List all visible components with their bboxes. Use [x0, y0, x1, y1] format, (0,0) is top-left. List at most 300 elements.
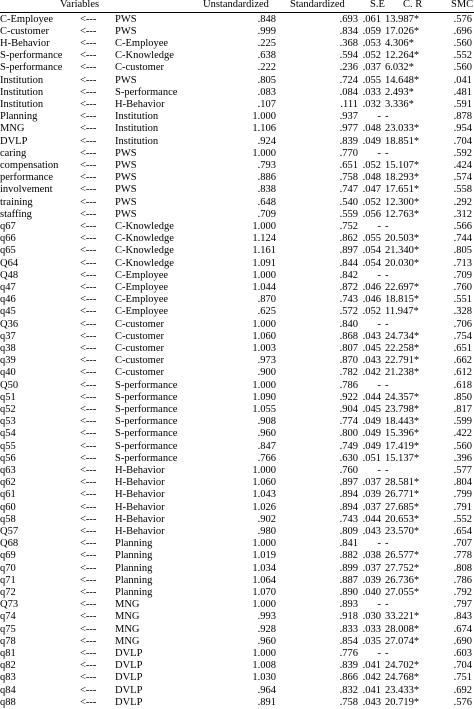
- cell-cr: 22.258*: [385, 342, 420, 354]
- cell-variable: Institution: [0, 86, 44, 98]
- cell-arrow: <---: [80, 391, 97, 403]
- cell-smc: .797: [453, 599, 472, 611]
- cell-se: .052: [362, 306, 381, 318]
- cell-se: .054: [362, 257, 381, 269]
- cell-cr: 27.055*: [385, 586, 420, 598]
- table-row: [0, 404, 474, 416]
- cell-unstandardized: 1.000: [252, 220, 276, 232]
- table-row: [0, 575, 474, 587]
- cell-cr: 17.419*: [385, 440, 420, 452]
- cell-arrow: <---: [80, 623, 97, 635]
- cell-standardized: .922: [339, 391, 358, 403]
- cell-target: DVLP: [115, 647, 143, 659]
- cell-variable: q82: [0, 660, 16, 672]
- cell-target: PWS: [115, 159, 137, 171]
- cell-arrow: <---: [80, 269, 97, 281]
- cell-variable: q83: [0, 672, 16, 684]
- cell-target: MNG: [115, 635, 140, 647]
- cell-se: .043: [362, 525, 381, 537]
- cell-arrow: <---: [80, 672, 97, 684]
- cell-smc: .612: [453, 367, 472, 379]
- cell-smc: .560: [453, 440, 472, 452]
- cell-unstandardized: .225: [257, 37, 276, 49]
- cell-smc: .618: [453, 379, 472, 391]
- cell-variable: q84: [0, 684, 16, 696]
- cell-variable: Institution: [0, 98, 44, 110]
- cell-smc: .690: [453, 635, 472, 647]
- cell-smc: .654: [453, 525, 472, 537]
- cell-smc: .558: [453, 184, 472, 196]
- cell-unstandardized: 1.003: [252, 342, 276, 354]
- cell-unstandardized: .900: [257, 367, 276, 379]
- table-row: [0, 319, 474, 331]
- cell-cr: 23.033*: [385, 123, 420, 135]
- table-row: [0, 367, 474, 379]
- cell-target: PWS: [115, 74, 137, 86]
- cell-standardized: .834: [339, 25, 358, 37]
- cell-arrow: <---: [80, 355, 97, 367]
- cell-cr: 26.736*: [385, 574, 420, 586]
- cell-standardized: .559: [339, 208, 358, 220]
- cell-cr: 14.648*: [385, 74, 420, 86]
- cell-se: .049: [362, 428, 381, 440]
- cell-se: .049: [362, 135, 381, 147]
- cell-target: C-Knowledge: [115, 220, 174, 232]
- cell-variable: q45: [0, 306, 16, 318]
- cell-arrow: <---: [80, 428, 97, 440]
- cell-unstandardized: .886: [257, 172, 276, 184]
- cell-se: .037: [362, 477, 381, 489]
- cell-smc: .850: [453, 391, 472, 403]
- cell-arrow: <---: [80, 440, 97, 452]
- table-row: [0, 331, 474, 343]
- cell-se: -: [377, 379, 381, 391]
- cell-variable: caring: [0, 147, 27, 159]
- cell-smc: .817: [453, 403, 472, 415]
- table-row: [0, 477, 474, 489]
- cell-unstandardized: .870: [257, 294, 276, 306]
- cell-smc: .804: [453, 477, 472, 489]
- cell-unstandardized: .960: [257, 428, 276, 440]
- cell-unstandardized: .993: [257, 611, 276, 623]
- cell-arrow: <---: [80, 86, 97, 98]
- table-row: [0, 38, 474, 50]
- cell-target: C-customer: [115, 367, 164, 379]
- cell-smc: .576: [453, 13, 472, 25]
- cell-variable: q38: [0, 342, 16, 354]
- cell-arrow: <---: [80, 159, 97, 171]
- cell-arrow: <---: [80, 599, 97, 611]
- cell-unstandardized: 1.000: [252, 147, 276, 159]
- cell-cr: 4.306*: [385, 37, 414, 49]
- cell-target: PWS: [115, 208, 137, 220]
- cell-cr: 6.032*: [385, 62, 414, 74]
- cell-smc: .651: [453, 342, 472, 354]
- cell-arrow: <---: [80, 525, 97, 537]
- cell-standardized: .839: [339, 660, 358, 672]
- cell-smc: .792: [453, 586, 472, 598]
- cell-arrow: <---: [80, 611, 97, 623]
- cell-standardized: .870: [339, 355, 358, 367]
- table-row: [0, 453, 474, 465]
- cell-arrow: <---: [80, 538, 97, 550]
- cell-variable: staffing: [0, 208, 32, 220]
- cell-standardized: .841: [339, 538, 358, 550]
- cell-unstandardized: 1.000: [252, 111, 276, 123]
- header-smc: SMC: [451, 0, 474, 10]
- cell-cr: -: [385, 379, 389, 391]
- cell-arrow: <---: [80, 37, 97, 49]
- table-row: [0, 99, 474, 111]
- cell-standardized: .897: [339, 477, 358, 489]
- cell-variable: S-performance: [0, 50, 63, 62]
- table-row: [0, 489, 474, 501]
- cell-se: .037: [362, 62, 381, 74]
- cell-target: PWS: [115, 13, 137, 25]
- cell-unstandardized: .222: [257, 62, 276, 74]
- cell-smc: .422: [453, 428, 472, 440]
- cell-target: S-performance: [115, 452, 178, 464]
- cell-target: C-Knowledge: [115, 245, 174, 257]
- cell-unstandardized: .891: [257, 696, 276, 708]
- cell-variable: q56: [0, 452, 16, 464]
- cell-unstandardized: .625: [257, 306, 276, 318]
- cell-unstandardized: .648: [257, 196, 276, 208]
- cell-cr: 13.987*: [385, 13, 420, 25]
- table-row: [0, 624, 474, 636]
- cell-cr: 21.238*: [385, 367, 420, 379]
- cell-target: MNG: [115, 611, 140, 623]
- cell-standardized: .844: [339, 257, 358, 269]
- table-row: [0, 282, 474, 294]
- cell-se: .043: [362, 355, 381, 367]
- cell-se: .052: [362, 196, 381, 208]
- table-row: [0, 428, 474, 440]
- cell-variable: performance: [0, 172, 54, 184]
- cell-standardized: .743: [339, 294, 358, 306]
- cell-unstandardized: .928: [257, 623, 276, 635]
- cell-unstandardized: .999: [257, 25, 276, 37]
- table-row: [0, 172, 474, 184]
- cell-arrow: <---: [80, 135, 97, 147]
- cell-target: C-customer: [115, 62, 164, 74]
- cell-cr: 23.570*: [385, 525, 420, 537]
- cell-variable: q81: [0, 647, 16, 659]
- cell-cr: -: [385, 147, 389, 159]
- cell-target: PWS: [115, 25, 137, 37]
- cell-arrow: <---: [80, 233, 97, 245]
- cell-smc: .808: [453, 562, 472, 574]
- cell-unstandardized: 1.026: [252, 501, 276, 513]
- cell-smc: .424: [453, 159, 472, 171]
- cell-standardized: .887: [339, 574, 358, 586]
- cell-arrow: <---: [80, 147, 97, 159]
- cell-standardized: .882: [339, 550, 358, 562]
- cell-variable: q70: [0, 562, 16, 574]
- cell-variable: Q64: [0, 257, 19, 269]
- cell-cr: -: [385, 464, 389, 476]
- cell-arrow: <---: [80, 98, 97, 110]
- cell-unstandardized: .107: [257, 98, 276, 110]
- cell-unstandardized: .709: [257, 208, 276, 220]
- cell-smc: .566: [453, 220, 472, 232]
- cell-arrow: <---: [80, 184, 97, 196]
- cell-smc: .713: [453, 257, 472, 269]
- cell-arrow: <---: [80, 635, 97, 647]
- cell-unstandardized: 1.000: [252, 464, 276, 476]
- cell-target: S-performance: [115, 416, 178, 428]
- table-row: [0, 26, 474, 38]
- cell-arrow: <---: [80, 281, 97, 293]
- table-row: [0, 392, 474, 404]
- cell-smc: .328: [453, 306, 472, 318]
- cell-standardized: .833: [339, 623, 358, 635]
- cell-target: Planning: [115, 550, 153, 562]
- cell-se: .043: [362, 696, 381, 708]
- cell-smc: .709: [453, 269, 472, 281]
- cell-target: C-customer: [115, 355, 164, 367]
- cell-standardized: .630: [339, 452, 358, 464]
- cell-unstandardized: 1.064: [252, 574, 276, 586]
- cell-cr: 12.264*: [385, 50, 420, 62]
- cell-se: .041: [362, 660, 381, 672]
- cell-target: C-Knowledge: [115, 233, 174, 245]
- cell-smc: .706: [453, 318, 472, 330]
- cell-variable: q39: [0, 355, 16, 367]
- cell-arrow: <---: [80, 684, 97, 696]
- cell-target: DVLP: [115, 684, 143, 696]
- cell-target: DVLP: [115, 696, 143, 708]
- cell-standardized: .693: [339, 13, 358, 25]
- cell-variable: q69: [0, 550, 16, 562]
- table-row: [0, 563, 474, 575]
- table-row: [0, 270, 474, 282]
- cell-se: -: [377, 599, 381, 611]
- cell-se: -: [377, 269, 381, 281]
- cell-standardized: .111: [340, 98, 358, 110]
- cell-unstandardized: 1.055: [252, 403, 276, 415]
- cell-arrow: <---: [80, 111, 97, 123]
- cell-standardized: .758: [339, 696, 358, 708]
- cell-cr: 18.851*: [385, 135, 420, 147]
- cell-unstandardized: 1.000: [252, 269, 276, 281]
- cell-se: .055: [362, 74, 381, 86]
- cell-smc: .704: [453, 660, 472, 672]
- cell-cr: -: [385, 220, 389, 232]
- cell-variable: Q48: [0, 269, 19, 281]
- cell-standardized: .782: [339, 367, 358, 379]
- cell-se: .032: [362, 98, 381, 110]
- cell-target: Institution: [115, 123, 159, 135]
- cell-unstandardized: 1.030: [252, 672, 276, 684]
- cell-se: .038: [362, 550, 381, 562]
- cell-cr: 17.026*: [385, 25, 420, 37]
- cell-target: C-customer: [115, 318, 164, 330]
- cell-unstandardized: .902: [257, 513, 276, 525]
- cell-arrow: <---: [80, 294, 97, 306]
- table-row: [0, 197, 474, 209]
- cell-standardized: .842: [339, 269, 358, 281]
- cell-unstandardized: .805: [257, 74, 276, 86]
- cell-target: PWS: [115, 172, 137, 184]
- cell-smc: .592: [453, 147, 472, 159]
- cell-cr: 2.493*: [385, 86, 414, 98]
- cell-target: C-Employee: [115, 306, 169, 318]
- cell-target: C-customer: [115, 342, 164, 354]
- cell-arrow: <---: [80, 501, 97, 513]
- cell-smc: .707: [453, 538, 472, 550]
- cell-cr: 15.137*: [385, 452, 420, 464]
- cell-unstandardized: 1.060: [252, 330, 276, 342]
- cell-variable: S-performance: [0, 62, 63, 74]
- table-row: [0, 380, 474, 392]
- cell-smc: .599: [453, 416, 472, 428]
- cell-cr: 18.293*: [385, 172, 420, 184]
- cell-standardized: .724: [339, 74, 358, 86]
- cell-cr: -: [385, 599, 389, 611]
- cell-unstandardized: 1.090: [252, 391, 276, 403]
- cell-cr: 28.581*: [385, 477, 420, 489]
- cell-arrow: <---: [80, 696, 97, 708]
- cell-target: C-Employee: [115, 281, 169, 293]
- cell-variable: q60: [0, 501, 16, 513]
- cell-smc: .878: [453, 111, 472, 123]
- cell-standardized: .236: [339, 62, 358, 74]
- cell-unstandardized: 1.034: [252, 562, 276, 574]
- cell-cr: 26.771*: [385, 489, 420, 501]
- cell-unstandardized: 1.070: [252, 586, 276, 598]
- table-row: [0, 465, 474, 477]
- cell-smc: .041: [453, 74, 472, 86]
- cell-se: .037: [362, 501, 381, 513]
- cell-target: C-customer: [115, 330, 164, 342]
- header-cr: C. R: [403, 0, 423, 10]
- cell-smc: .954: [453, 123, 472, 135]
- cell-variable: q51: [0, 391, 16, 403]
- cell-standardized: .760: [339, 464, 358, 476]
- cell-variable: involvement: [0, 184, 53, 196]
- cell-se: .030: [362, 611, 381, 623]
- cell-standardized: .872: [339, 281, 358, 293]
- cell-arrow: <---: [80, 477, 97, 489]
- cell-standardized: .747: [339, 184, 358, 196]
- cell-se: .041: [362, 684, 381, 696]
- cell-target: Institution: [115, 135, 159, 147]
- cell-smc: .751: [453, 672, 472, 684]
- cell-variable: q88: [0, 696, 16, 708]
- table-row: [0, 50, 474, 62]
- cell-cr: 24.357*: [385, 391, 420, 403]
- cell-standardized: .918: [339, 611, 358, 623]
- cell-arrow: <---: [80, 172, 97, 184]
- cell-standardized: .809: [339, 525, 358, 537]
- table-row: [0, 660, 474, 672]
- cell-se: .042: [362, 367, 381, 379]
- cell-variable: q54: [0, 428, 16, 440]
- table-row: [0, 587, 474, 599]
- cell-standardized: .866: [339, 672, 358, 684]
- cell-target: PWS: [115, 147, 137, 159]
- cell-standardized: .540: [339, 196, 358, 208]
- cell-smc: .396: [453, 452, 472, 464]
- cell-arrow: <---: [80, 257, 97, 269]
- cell-variable: q55: [0, 440, 16, 452]
- cell-cr: 12.763*: [385, 208, 420, 220]
- table-row: [0, 14, 474, 26]
- table-row: [0, 514, 474, 526]
- cell-unstandardized: .964: [257, 684, 276, 696]
- cell-target: C-Employee: [115, 294, 169, 306]
- cell-target: C-Employee: [115, 269, 169, 281]
- cell-target: S-performance: [115, 428, 178, 440]
- cell-target: Institution: [115, 111, 159, 123]
- cell-cr: -: [385, 538, 389, 550]
- cell-target: DVLP: [115, 660, 143, 672]
- cell-unstandardized: 1.008: [252, 660, 276, 672]
- cell-cr: 20.503*: [385, 233, 420, 245]
- cell-standardized: .894: [339, 501, 358, 513]
- cell-se: .046: [362, 281, 381, 293]
- cell-standardized: .868: [339, 330, 358, 342]
- cell-variable: q58: [0, 513, 16, 525]
- cell-cr: 24.768*: [385, 672, 420, 684]
- cell-se: .033: [362, 86, 381, 98]
- cell-smc: .603: [453, 647, 472, 659]
- cell-arrow: <---: [80, 647, 97, 659]
- table-row: [0, 672, 474, 684]
- cell-se: -: [377, 647, 381, 659]
- cell-unstandardized: .848: [257, 13, 276, 25]
- cell-target: Planning: [115, 562, 153, 574]
- cell-unstandardized: 1.000: [252, 318, 276, 330]
- cell-standardized: .786: [339, 379, 358, 391]
- cell-target: S-performance: [115, 391, 178, 403]
- cell-variable: Q57: [0, 525, 19, 537]
- cell-variable: q72: [0, 586, 16, 598]
- cell-se: .051: [362, 452, 381, 464]
- cell-cr: 20.030*: [385, 257, 420, 269]
- cell-target: H-Behavior: [115, 489, 165, 501]
- cell-variable: q61: [0, 489, 16, 501]
- cell-se: .052: [362, 50, 381, 62]
- cell-cr: 17.651*: [385, 184, 420, 196]
- cell-variable: q65: [0, 245, 16, 257]
- cell-standardized: .807: [339, 342, 358, 354]
- table-row: [0, 294, 474, 306]
- cell-se: .061: [362, 13, 381, 25]
- cell-standardized: .800: [339, 428, 358, 440]
- table-row: [0, 62, 474, 74]
- cell-unstandardized: 1.019: [252, 550, 276, 562]
- cell-se: .039: [362, 574, 381, 586]
- cell-cr: 28.008*: [385, 623, 420, 635]
- cell-target: MNG: [115, 599, 140, 611]
- cell-standardized: .752: [339, 220, 358, 232]
- cell-target: DVLP: [115, 672, 143, 684]
- cell-target: S-performance: [115, 440, 178, 452]
- cell-arrow: <---: [80, 306, 97, 318]
- cell-variable: q62: [0, 477, 16, 489]
- cell-standardized: .758: [339, 172, 358, 184]
- cell-smc: .791: [453, 501, 472, 513]
- cell-se: .039: [362, 489, 381, 501]
- cell-target: H-Behavior: [115, 513, 165, 525]
- table-row: [0, 75, 474, 87]
- cell-smc: .312: [453, 208, 472, 220]
- cell-smc: .662: [453, 355, 472, 367]
- cell-variable: q46: [0, 294, 16, 306]
- cell-se: .042: [362, 672, 381, 684]
